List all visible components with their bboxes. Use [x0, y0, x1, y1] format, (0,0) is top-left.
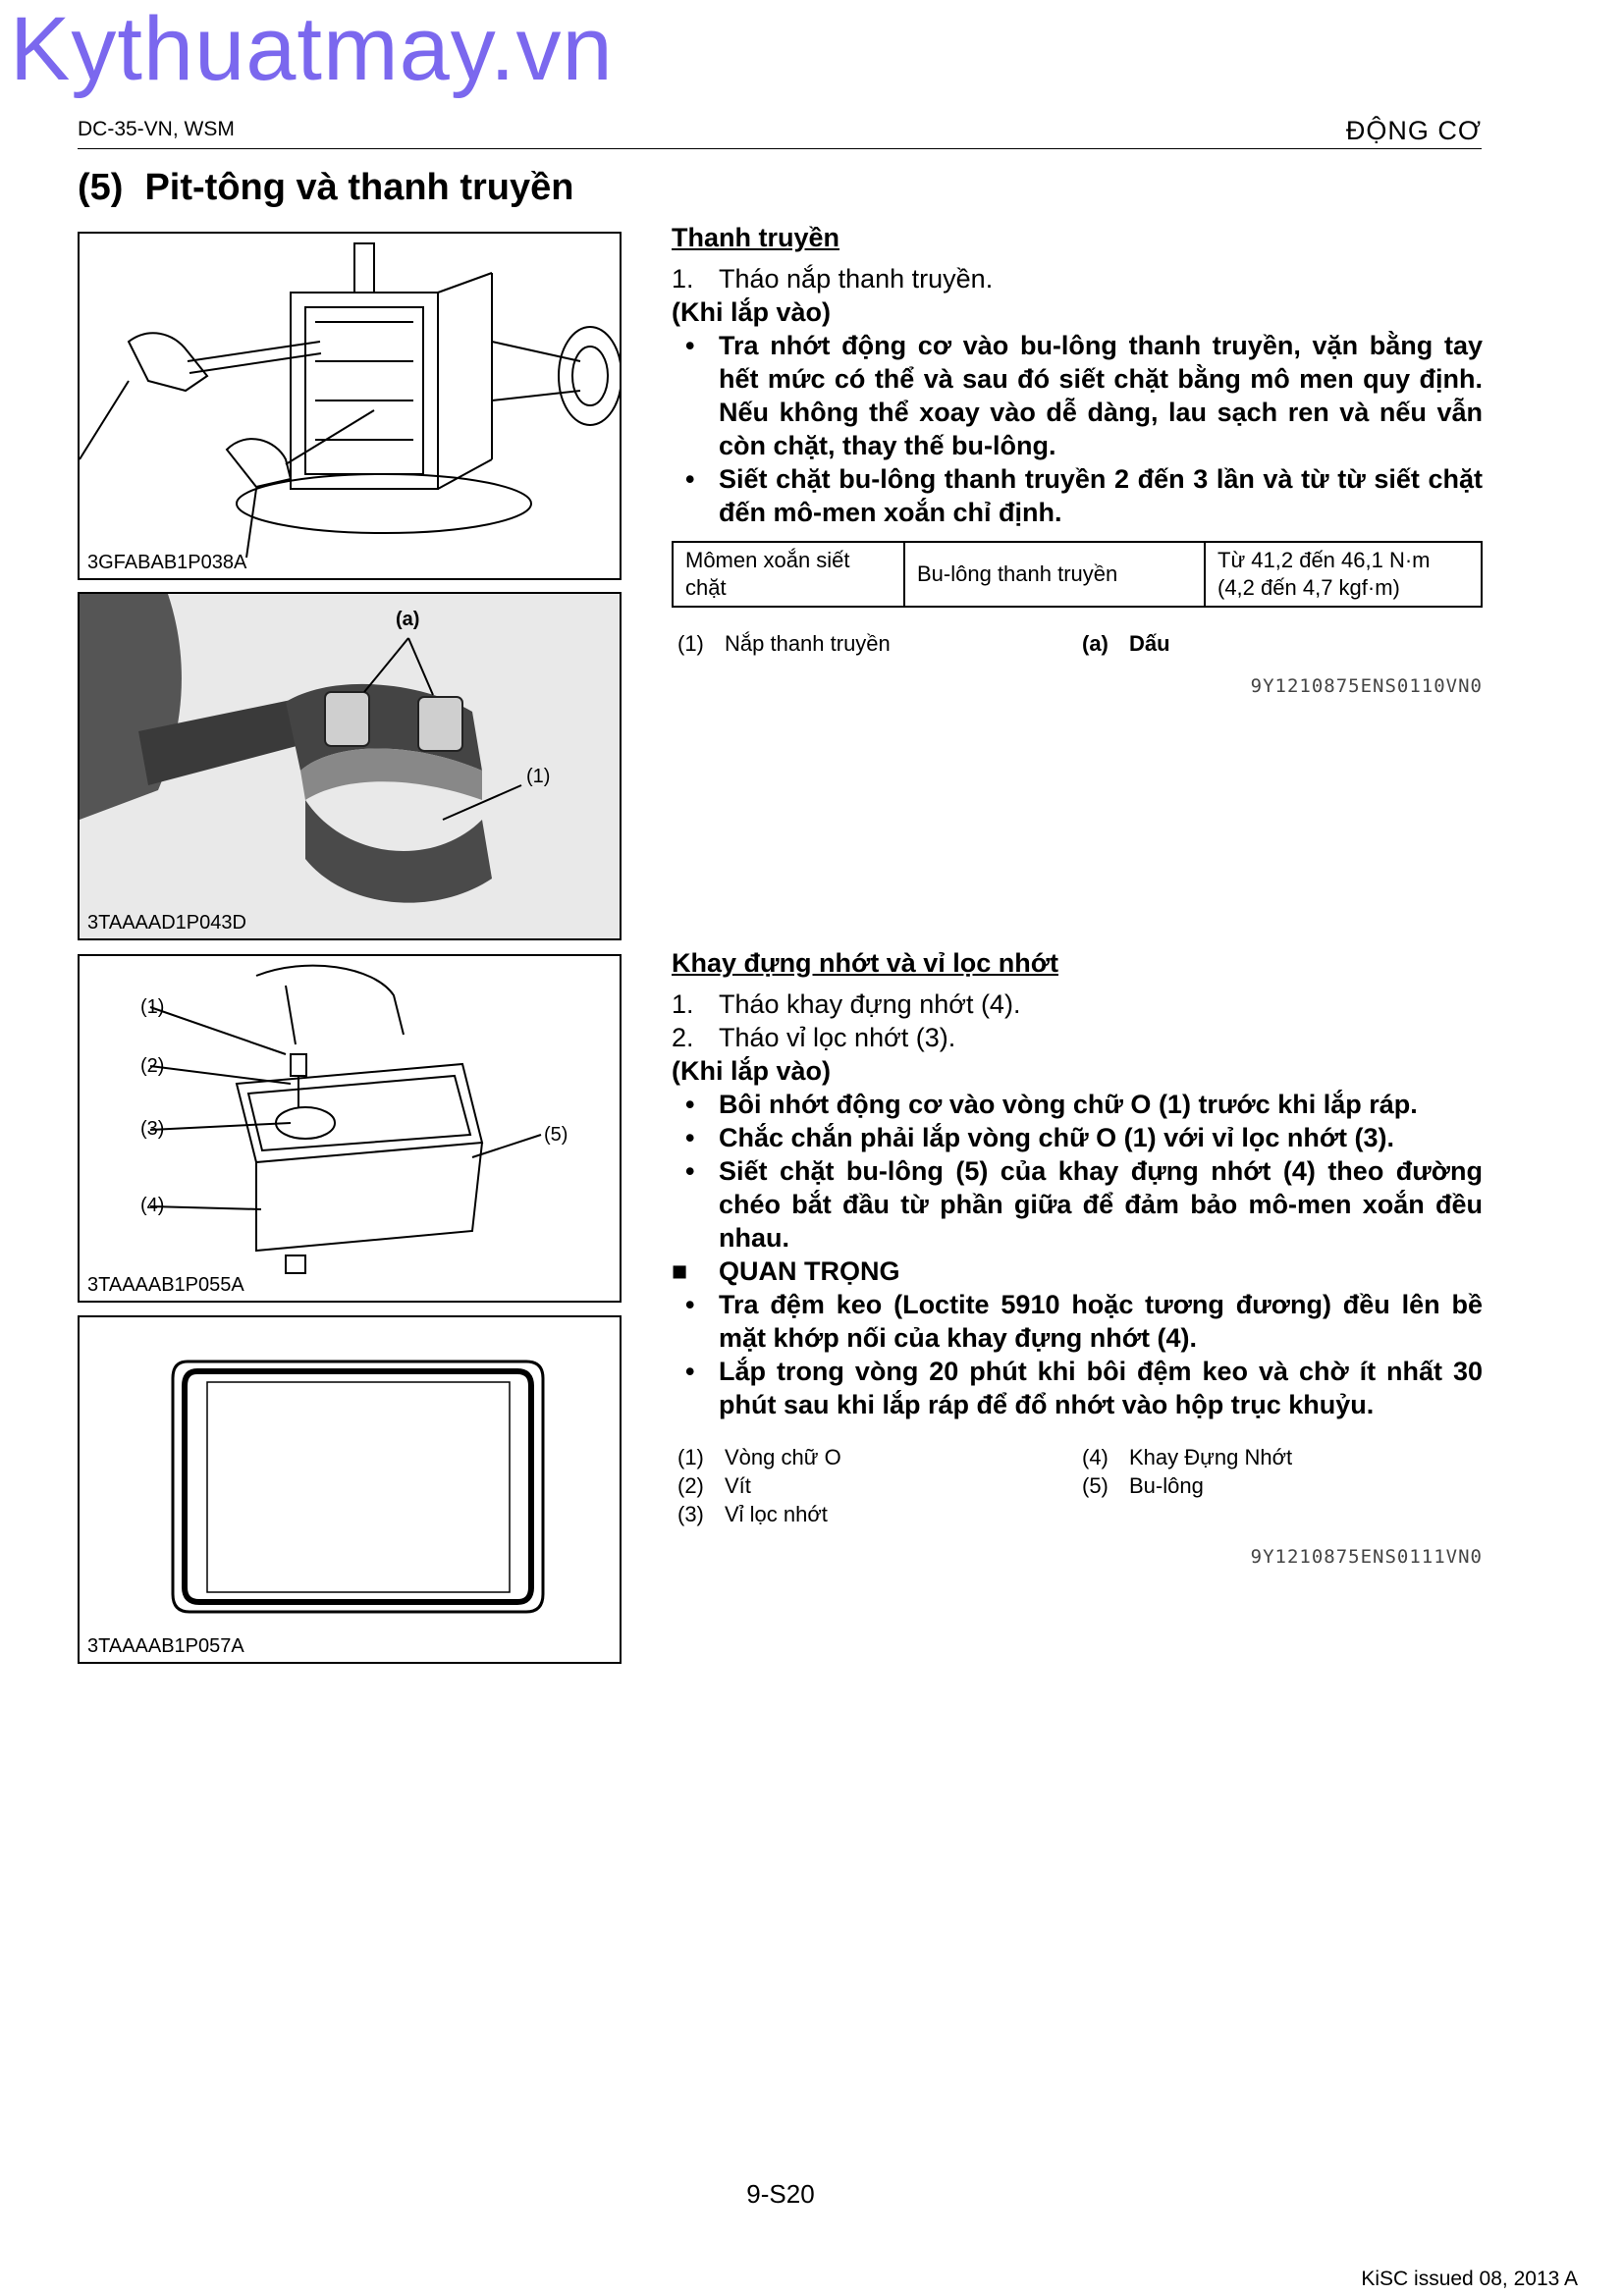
legend-value: Nắp thanh truyền: [725, 631, 891, 656]
legend-item: [672, 1500, 1076, 1528]
oilpan-heading: Khay đựng nhớt và vỉ lọc nhớt: [672, 948, 1058, 978]
oilpan-bullet-3: [672, 1154, 1483, 1255]
legend-value: Vỉ lọc nhớt: [725, 1502, 828, 1526]
conrod-when-install: (Khi lắp vào): [672, 297, 832, 327]
bullet-text: Siết chặt bu-lông thanh truyền 2 đến 3 lần và từ từ siết chặt đến mô-men xoắn chỉ định.: [719, 464, 1483, 527]
legend-value: Vít: [725, 1473, 751, 1498]
legend-item: [1076, 629, 1483, 658]
section-title-text: Pit-tông và thanh truyền: [144, 167, 574, 208]
conrod-section: [672, 221, 1483, 703]
bullet-dot: •: [685, 331, 695, 360]
figure-engine-disassembly: [78, 232, 622, 580]
legend-item: [672, 1443, 1076, 1471]
bullet-dot: •: [685, 464, 695, 494]
bullet-text: Lắp trong vòng 20 phút khi bôi đệm keo và chờ ít nhất 30 phút sau khi lắp ráp để đổ nhớt vào hộp trục khuỷu.: [719, 1357, 1483, 1419]
oilpan-step-2: [672, 1021, 1483, 1054]
step-number: 1.: [672, 264, 694, 294]
issued-note: KiSC issued 08, 2013 A: [1361, 2268, 1578, 2290]
important-notice: [672, 1255, 1483, 1288]
oilpan-bullet-2: [672, 1121, 1483, 1154]
oilpan-bullet-1: [672, 1088, 1483, 1121]
conrod-heading: Thanh truyền: [672, 223, 840, 252]
figure-code: 3TAAAAD1P043D: [87, 912, 246, 934]
callout-1: (1): [140, 996, 165, 1018]
callout-a: (a): [396, 609, 420, 630]
legend-item: [1076, 1443, 1483, 1471]
legend-key: (1): [677, 631, 704, 656]
torque-value-nm: Từ 41,2 đến 46,1 N·m: [1217, 548, 1431, 572]
legend-value: Khay Đựng Nhớt: [1129, 1445, 1293, 1469]
legend-value: Vòng chữ O: [725, 1445, 841, 1469]
legend-key: (5): [1082, 1473, 1109, 1498]
connecting-rod-illustration: [80, 594, 622, 940]
legend-key: (1): [677, 1445, 704, 1469]
engine-illustration: [80, 234, 622, 580]
important-bullet-1: [672, 1288, 1483, 1355]
header-manual-code: DC-35-VN, WSM: [78, 118, 235, 140]
section-number: (5): [78, 167, 124, 208]
step-number: 1.: [672, 989, 694, 1019]
conrod-bullet-1: [672, 329, 1483, 462]
oilpan-when-install: (Khi lắp vào): [672, 1056, 832, 1086]
step-text: Tháo vỉ lọc nhớt (3).: [719, 1023, 956, 1052]
legend-key: (4): [1082, 1445, 1109, 1469]
step-text: Tháo nắp thanh truyền.: [719, 264, 994, 294]
step-number: 2.: [672, 1023, 694, 1052]
legend-item: [1076, 1471, 1483, 1500]
bullet-text: Siết chặt bu-lông (5) của khay đựng nhớt (4) theo đường chéo bắt đầu từ phần giữa để đảm bảo mô-men xoắn đều nhau.: [719, 1156, 1483, 1253]
oil-pan-illustration: [80, 956, 622, 1303]
callout-3: (3): [140, 1118, 165, 1140]
bullet-text: Tra đệm keo (Loctite 5910 hoặc tương đương) đều lên bề mặt khớp nối của khay đựng nhớt (4).: [719, 1290, 1483, 1353]
callout-1: (1): [526, 766, 551, 787]
step-text: Tháo khay đựng nhớt (4).: [719, 989, 1021, 1019]
torque-value: [1205, 542, 1482, 607]
important-label: QUAN TRỌNG: [719, 1256, 900, 1286]
important-bullet-2: [672, 1355, 1483, 1421]
bullet-dot: •: [685, 1123, 695, 1152]
oilpan-section: [672, 946, 1483, 1574]
torque-part: Bu-lông thanh truyền: [904, 542, 1205, 607]
torque-table: [672, 541, 1483, 608]
document-code: 9Y1210875ENS0111VN0: [1250, 1546, 1483, 1568]
figure-sealant-bead: [78, 1315, 622, 1664]
square-bullet-icon: ■: [672, 1256, 688, 1286]
oilpan-step-1: [672, 988, 1483, 1021]
bullet-dot: •: [685, 1090, 695, 1119]
callout-2: (2): [140, 1055, 165, 1077]
figure-code: 3TAAAAB1P057A: [87, 1635, 244, 1657]
legend-value: Dấu: [1129, 631, 1170, 656]
watermark: Kythuatmay.vn: [10, 0, 614, 99]
header-rule: [78, 148, 1482, 149]
conrod-legend: [672, 629, 1483, 658]
figure-code: 3GFABAB1P038A: [87, 552, 247, 573]
torque-value-kgfm: (4,2 đến 4,7 kgf·m): [1217, 575, 1400, 600]
bullet-text: Chắc chắn phải lắp vòng chữ O (1) với vỉ lọc nhớt (3).: [719, 1123, 1395, 1152]
callout-5: (5): [544, 1124, 568, 1146]
conrod-step-1: [672, 262, 1483, 295]
page-number: 9-S20: [746, 2179, 815, 2209]
callout-4: (4): [140, 1195, 165, 1216]
figure-code: 3TAAAAB1P055A: [87, 1274, 244, 1296]
bullet-text: Bôi nhớt động cơ vào vòng chữ O (1) trước khi lắp ráp.: [719, 1090, 1418, 1119]
legend-item: [672, 1471, 1076, 1500]
figure-oil-pan: [78, 954, 622, 1303]
bullet-dot: •: [685, 1290, 695, 1319]
oilpan-legend: [672, 1443, 1483, 1528]
torque-label: Mômen xoắn siết chặt: [673, 542, 904, 607]
legend-key: (a): [1082, 631, 1109, 656]
header-chapter: ĐỘNG CƠ: [1345, 116, 1482, 145]
legend-item: [672, 629, 1076, 658]
figure-connecting-rod: [78, 592, 622, 940]
bullet-dot: •: [685, 1357, 695, 1386]
conrod-bullet-2: [672, 462, 1483, 529]
bullet-dot: •: [685, 1156, 695, 1186]
section-title: [78, 167, 573, 209]
bullet-text: Tra nhớt động cơ vào bu-lông thanh truyền, vặn bằng tay hết mức có thể và sau đó siết chặt bằng mô men quy định. Nếu không thể xoay vào dễ dàng, lau sạch ren và nếu vẫn còn chặt, thay thế bu-lông.: [719, 331, 1483, 460]
legend-value: Bu-lông: [1129, 1473, 1204, 1498]
table-row: [673, 542, 1482, 607]
sealant-bead-illustration: [80, 1317, 622, 1664]
legend-key: (3): [677, 1502, 704, 1526]
legend-key: (2): [677, 1473, 704, 1498]
document-code: 9Y1210875ENS0110VN0: [1250, 675, 1483, 697]
